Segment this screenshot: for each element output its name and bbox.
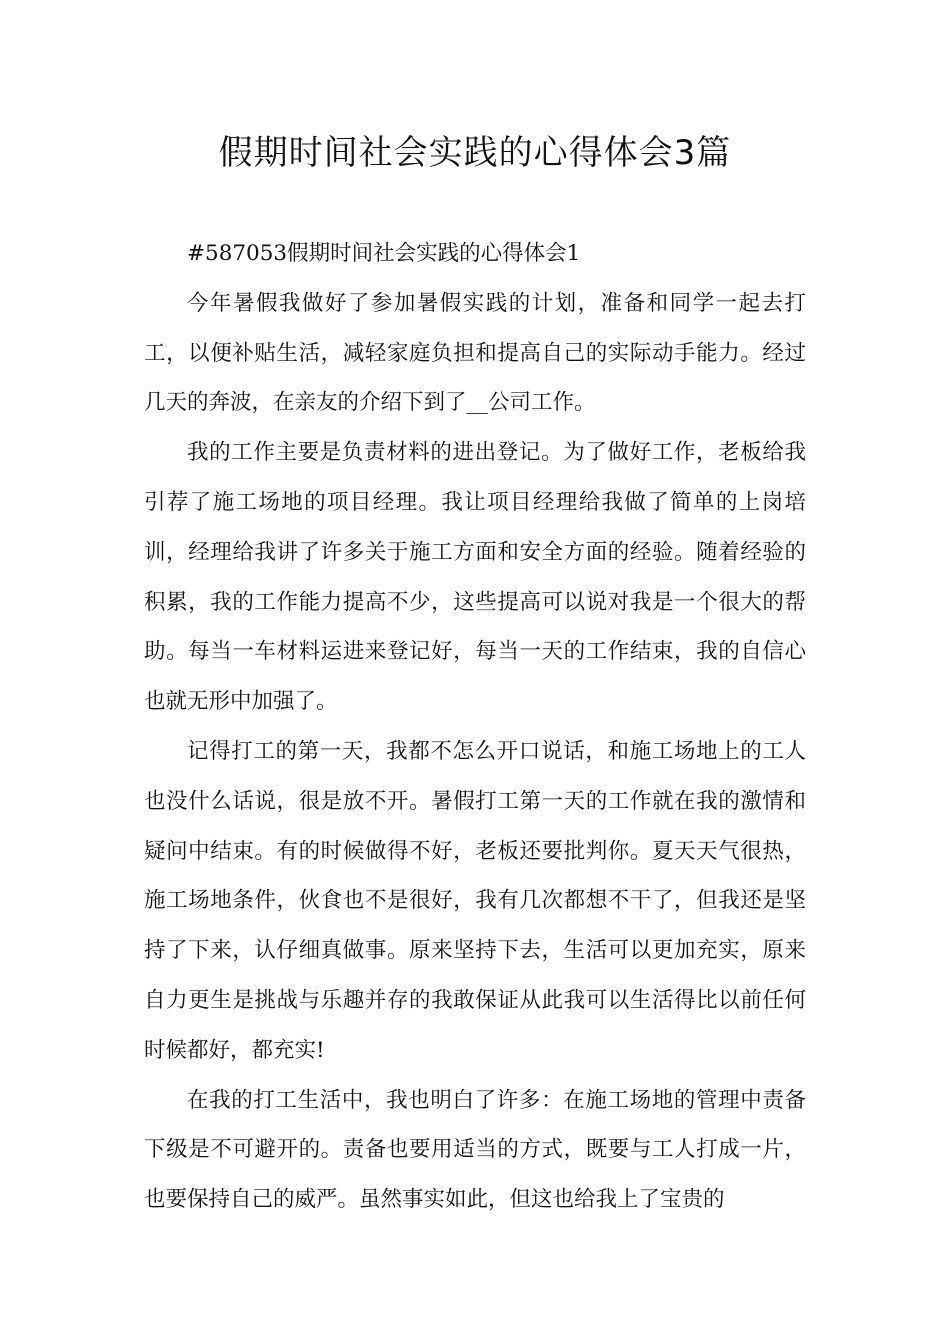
document-title: 假期时间社会实践的心得体会3篇 [218, 133, 732, 173]
paragraph: 在我的打工生活中，我也明白了许多：在施工场地的管理中责备下级是不可避开的。责备也要用适当的方式，既要与工人打成一片，也要保持自己的威严。虽然事实如此，但这也给我上了宝贵的 [144, 1087, 806, 1213]
section-heading: #587053假期时间社会实践的心得体会1 [187, 241, 581, 266]
paragraph: 今年暑假我做好了参加暑假实践的计划，准备和同学一起去打工，以便补贴生活，减轻家庭负担和提高自己的实际动手能力。经过几天的奔波，在亲友的介绍下到了__公司工作。 [144, 290, 806, 416]
paragraph: 我的工作主要是负责材料的进出登记。为了做好工作，老板给我引荐了施工场地的项目经理。我让项目经理给我做了简单的上岗培训，经理给我讲了许多关于施工方面和安全方面的经验。随着经验的积累，我的工作能力提高不少，这些提高可以说对我是一个很大的帮助。每当一车材料运进来登记好，每当一天的工作结束，我的自信心也就无形中加强了。 [144, 440, 806, 715]
paragraph: 记得打工的第一天，我都不怎么开口说话，和施工场地上的工人也没什么话说，很是放不开。暑假打工第一天的工作就在我的激情和疑问中结束。有的时候做得不好，老板还要批判你。夏天天气很热，施工场地条件，伙食也不是很好，我有几次都想不干了，但我还是坚持了下来，认仔细真做事。原来坚持下去，生活可以更加充实，原来自力更生是挑战与乐趣并存的我敢保证从此我可以生活得比以前任何时候都好，都充实! [144, 738, 806, 1063]
document-body [144, 229, 806, 1225]
